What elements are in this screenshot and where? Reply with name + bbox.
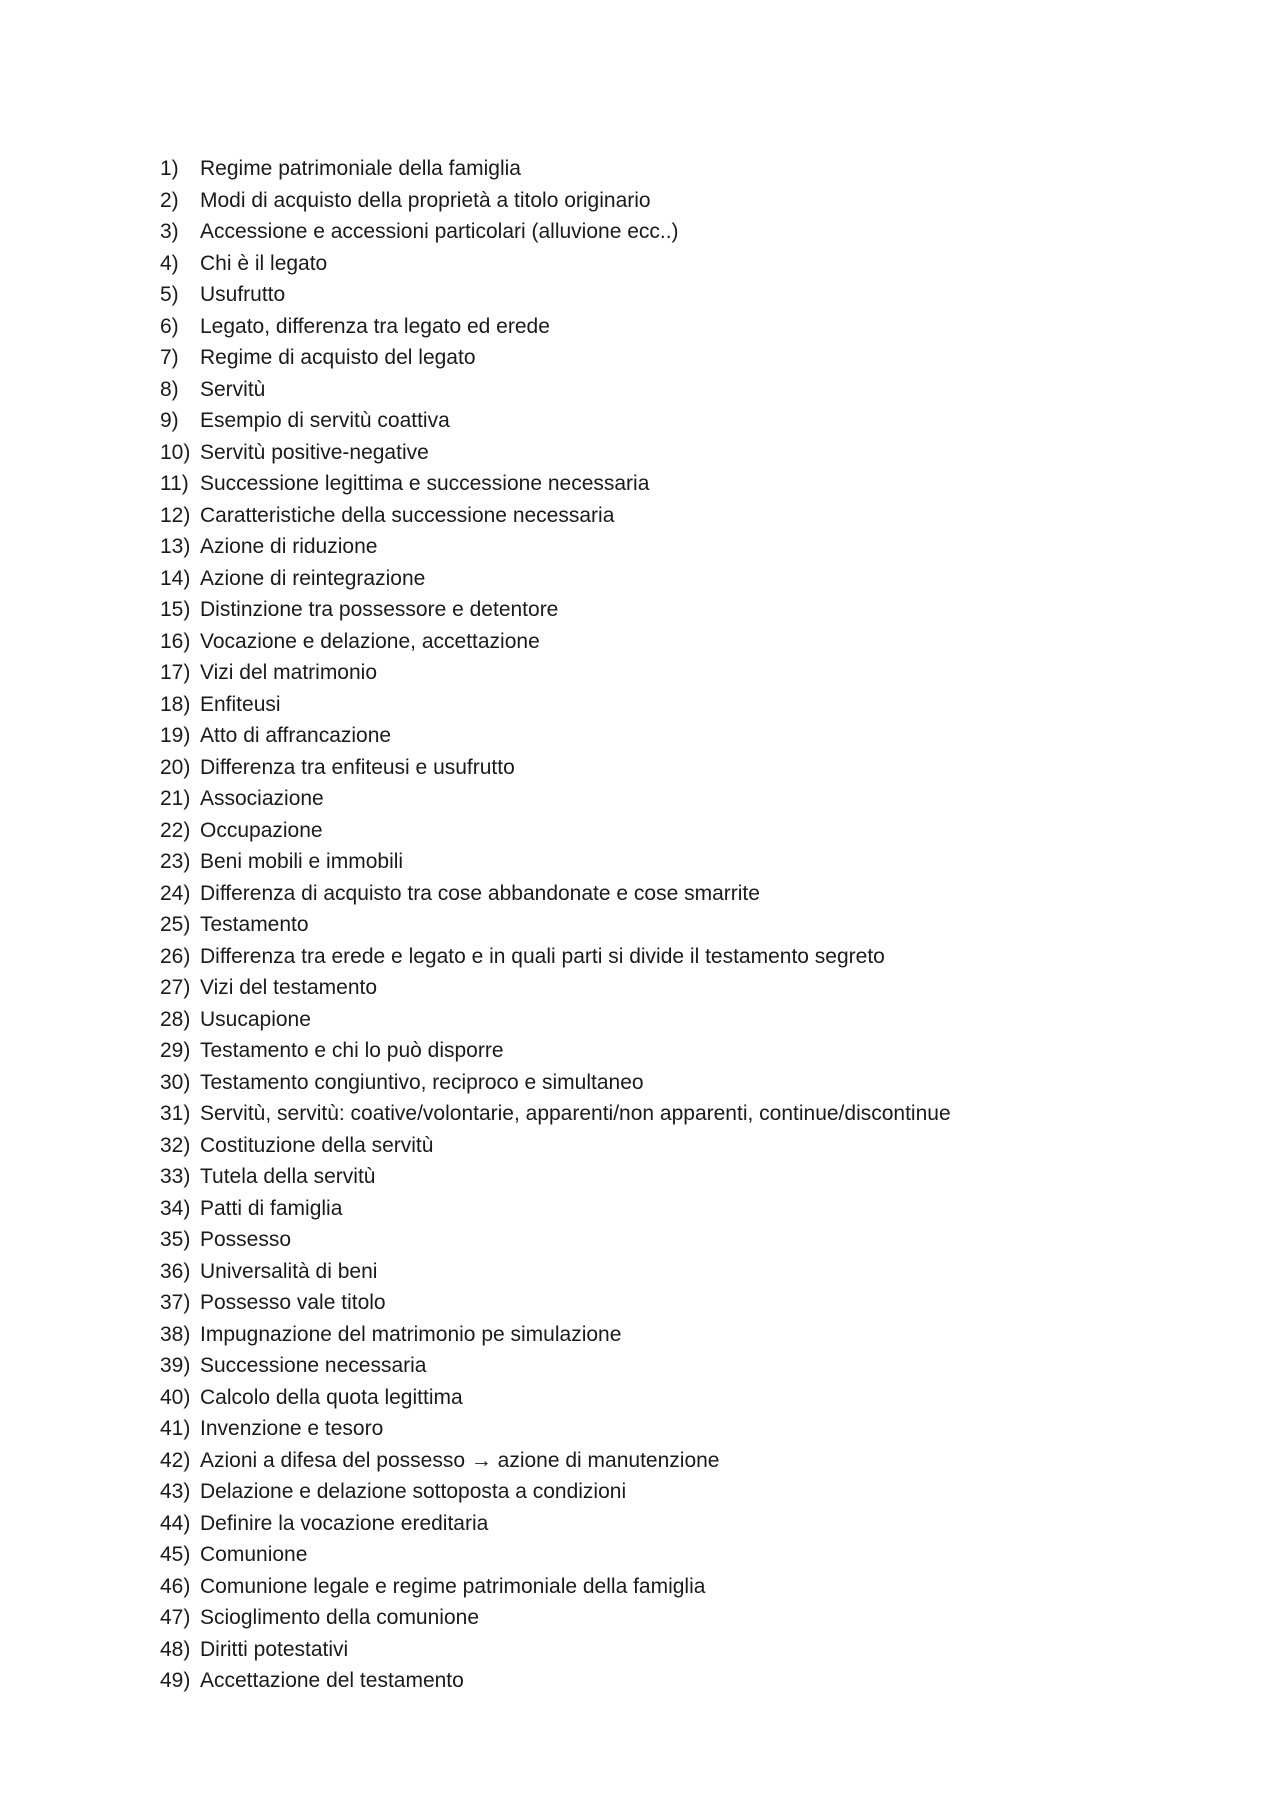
list-item-text: Impugnazione del matrimonio pe simulazione: [200, 1322, 622, 1346]
list-item-number: 16): [160, 629, 191, 653]
list-item-text: Possesso vale titolo: [200, 1291, 386, 1314]
list-item: [160, 1224, 951, 1256]
list-item-number: 2): [160, 188, 179, 212]
list-item-number: 39): [160, 1354, 191, 1377]
list-item-number: 45): [160, 1543, 191, 1566]
list-item-text: Azioni a difesa del possesso → azione di manutenzione: [200, 1448, 720, 1472]
list-item-text: Caratteristiche della successione necessaria: [200, 503, 615, 527]
list-item-number: 47): [160, 1606, 191, 1629]
list-item: [160, 405, 951, 437]
list-item-number: 17): [160, 661, 191, 684]
list-item-number: 43): [160, 1480, 191, 1503]
list-item-number: 7): [160, 346, 179, 369]
list-item: [160, 437, 951, 469]
list-item-text: Differenza tra erede e legato e in quali parti si divide il testamento segreto: [200, 944, 885, 968]
list-item-number: 30): [160, 1070, 191, 1094]
list-item-number: 49): [160, 1669, 191, 1692]
list-item: [160, 1539, 951, 1571]
list-item-number: 15): [160, 598, 191, 621]
topic-list: [160, 153, 951, 1697]
list-item: [160, 1350, 951, 1382]
list-item-number: 9): [160, 409, 179, 432]
list-item: [160, 1413, 951, 1445]
list-item-text: Regime patrimoniale della famiglia: [200, 157, 521, 180]
list-item: [160, 909, 951, 941]
list-item-number: 1): [160, 157, 179, 180]
list-item-text: Vizi del matrimonio: [200, 661, 378, 684]
list-item-text: Successione legittima e successione necessaria: [200, 472, 650, 495]
list-item: [160, 1382, 951, 1414]
list-item-number: 11): [160, 472, 189, 495]
list-item-text: Universalità di beni: [200, 1259, 378, 1283]
list-item-text: Costituzione della servitù: [200, 1133, 434, 1157]
list-item-text: Beni mobili e immobili: [200, 850, 404, 873]
list-item-number: 13): [160, 535, 191, 558]
list-item-number: 3): [160, 220, 179, 243]
list-item-number: 26): [160, 944, 191, 968]
list-item-number: 22): [160, 818, 191, 842]
list-item-text: Testamento e chi lo può disporre: [200, 1039, 504, 1062]
list-item: [160, 1161, 951, 1193]
list-item: [160, 1098, 951, 1130]
list-item-text: Accessione e accessioni particolari (alluvione ecc..): [200, 220, 679, 243]
list-item-number: 6): [160, 314, 179, 338]
list-item: [160, 1445, 951, 1477]
list-item-text: Differenza tra enfiteusi e usufrutto: [200, 755, 515, 779]
list-item: [160, 657, 951, 689]
list-item: [160, 846, 951, 878]
list-item-text: Comunione legale e regime patrimoniale della famiglia: [200, 1574, 706, 1598]
list-item: [160, 594, 951, 626]
list-item-number: 14): [160, 566, 191, 590]
list-item-text: Vocazione e delazione, accettazione: [200, 629, 540, 653]
list-item: [160, 1287, 951, 1319]
list-item: [160, 468, 951, 500]
list-item-text: Definire la vocazione ereditaria: [200, 1511, 489, 1535]
list-item-text: Tutela della servitù: [200, 1165, 376, 1188]
list-item-text: Usufrutto: [200, 283, 286, 306]
list-item-number: 44): [160, 1511, 191, 1535]
list-item-number: 48): [160, 1637, 191, 1661]
list-item-number: 4): [160, 251, 179, 275]
list-item: [160, 563, 951, 595]
list-item-text: Distinzione tra possessore e detentore: [200, 598, 559, 621]
list-item-number: 32): [160, 1133, 191, 1157]
list-item-text: Occupazione: [200, 818, 323, 842]
list-item-number: 5): [160, 283, 179, 306]
list-item-text: Diritti potestativi: [200, 1637, 349, 1661]
list-item: [160, 153, 951, 185]
list-item-text: Patti di famiglia: [200, 1196, 343, 1220]
list-item: [160, 1256, 951, 1288]
list-item-number: 38): [160, 1322, 191, 1346]
list-item: [160, 878, 951, 910]
list-item: [160, 1571, 951, 1603]
list-item-text: Differenza di acquisto tra cose abbandonate e cose smarrite: [200, 881, 760, 905]
list-item-text: Azione di riduzione: [200, 535, 378, 558]
list-item-text: Accettazione del testamento: [200, 1669, 464, 1692]
list-item: [160, 626, 951, 658]
list-item-number: 20): [160, 755, 191, 779]
list-item: [160, 783, 951, 815]
list-item-text: Regime di acquisto del legato: [200, 346, 476, 369]
list-item-number: 23): [160, 850, 191, 873]
list-item-number: 27): [160, 976, 191, 999]
list-item-text: Atto di affrancazione: [200, 724, 392, 747]
list-item: [160, 1602, 951, 1634]
list-item-text: Azione di reintegrazione: [200, 566, 426, 590]
list-item-number: 40): [160, 1385, 191, 1409]
list-item-text: Calcolo della quota legittima: [200, 1385, 463, 1409]
list-item-number: 24): [160, 881, 191, 905]
list-item: [160, 248, 951, 280]
list-item-number: 29): [160, 1039, 191, 1062]
list-item: [160, 1665, 951, 1697]
list-item-text: Legato, differenza tra legato ed erede: [200, 314, 550, 338]
list-item: [160, 185, 951, 217]
list-item: [160, 342, 951, 374]
list-item: [160, 1319, 951, 1351]
list-item: [160, 216, 951, 248]
list-item-text: Servitù positive-negative: [200, 440, 429, 464]
list-item-text: Scioglimento della comunione: [200, 1606, 479, 1629]
list-item-number: 37): [160, 1291, 191, 1314]
list-item: [160, 500, 951, 532]
list-item-text: Modi di acquisto della proprietà a titolo originario: [200, 188, 651, 212]
list-item-number: 21): [160, 787, 191, 810]
list-item: [160, 815, 951, 847]
list-item: [160, 1193, 951, 1225]
list-item-number: 36): [160, 1259, 191, 1283]
list-item: [160, 972, 951, 1004]
list-item: [160, 1035, 951, 1067]
list-item: [160, 1476, 951, 1508]
list-item-number: 12): [160, 503, 191, 527]
list-item-number: 41): [160, 1417, 191, 1440]
list-item: [160, 1067, 951, 1099]
list-item: [160, 279, 951, 311]
list-item: [160, 720, 951, 752]
list-item-number: 42): [160, 1448, 191, 1472]
list-item-text: Delazione e delazione sottoposta a condizioni: [200, 1480, 627, 1503]
list-item-text: Esempio di servitù coattiva: [200, 409, 450, 432]
list-item-number: 31): [160, 1102, 191, 1125]
list-item-text: Testamento congiuntivo, reciproco e simultaneo: [200, 1070, 644, 1094]
list-item-text: Usucapione: [200, 1007, 311, 1031]
list-item-number: 35): [160, 1228, 191, 1251]
list-item-text: Comunione: [200, 1543, 308, 1566]
list-item-text: Servitù, servitù: coative/volontarie, apparenti/non apparenti, continue/discontinue: [200, 1102, 951, 1125]
list-item-number: 34): [160, 1196, 191, 1220]
list-item: [160, 531, 951, 563]
list-item: [160, 752, 951, 784]
list-item: [160, 311, 951, 343]
list-item-text: Enfiteusi: [200, 692, 281, 716]
list-item-text: Chi è il legato: [200, 251, 328, 275]
list-item: [160, 941, 951, 973]
list-item: [160, 1004, 951, 1036]
list-item-text: Servitù: [200, 377, 266, 401]
list-item: [160, 374, 951, 406]
list-item-text: Testamento: [200, 913, 309, 936]
list-item: [160, 1130, 951, 1162]
list-item-number: 10): [160, 440, 191, 464]
list-item-number: 18): [160, 692, 191, 716]
list-item-text: Vizi del testamento: [200, 976, 378, 999]
list-item-number: 46): [160, 1574, 191, 1598]
list-item-text: Associazione: [200, 787, 324, 810]
list-item: [160, 1634, 951, 1666]
list-item-text: Possesso: [200, 1228, 292, 1251]
list-item: [160, 689, 951, 721]
list-item-number: 33): [160, 1165, 191, 1188]
list-item-text: Successione necessaria: [200, 1354, 427, 1377]
list-item-number: 8): [160, 377, 179, 401]
list-item-text: Invenzione e tesoro: [200, 1417, 384, 1440]
list-item-number: 25): [160, 913, 191, 936]
list-item-number: 19): [160, 724, 191, 747]
list-item: [160, 1508, 951, 1540]
list-item-number: 28): [160, 1007, 191, 1031]
